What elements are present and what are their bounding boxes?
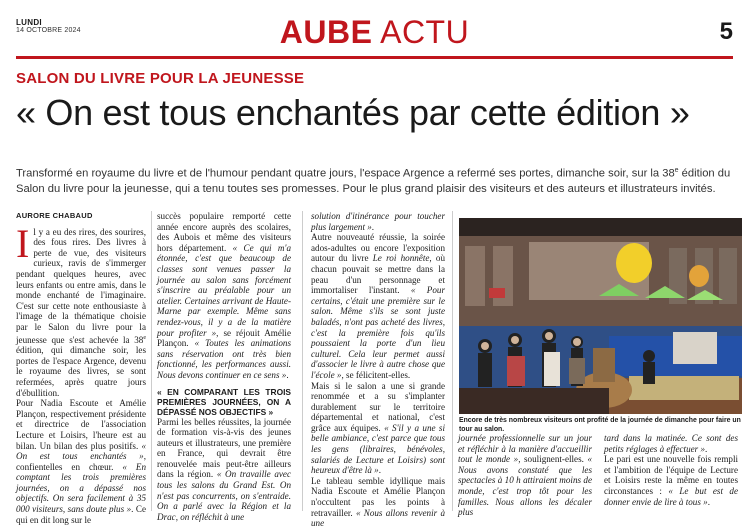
lead-text-2: édition du Salon du livre pour la jeunesse, qui a tenu toutes ses promesses. Pour le plus grand plaisir des visiteurs et des auteurs et illustrateurs invités. bbox=[16, 167, 731, 195]
issue-full-date: 14 OCTOBRE 2024 bbox=[16, 27, 81, 35]
paragraph: Le tableau semble idyllique mais Nadia Escoute et Amélie Plançon n'occultent pas les points à retravailler. « Nous allons revenir à une bbox=[311, 475, 445, 529]
article-headline: « On est tous enchantés par cette édition » bbox=[16, 92, 690, 133]
article-column-5 bbox=[604, 433, 738, 507]
salon-hall-illustration bbox=[459, 218, 742, 414]
section-title-actu: ACTU bbox=[380, 14, 470, 50]
article-column-1 bbox=[16, 211, 146, 525]
lead-sup: e bbox=[674, 167, 679, 174]
article-column-3 bbox=[311, 211, 445, 529]
paragraph: Pour Nadia Escoute et Amélie Plançon, respectivement présidente et directrice de l'association Lecture et Loisirs, l'heure est au bilan. Un bilan des plus positifs. « On est tous enchantés », confientelles en chœur. « En comptant les trois premières journées, on a dépassé nos objectifs. On sera facilement à 35 000 visiteurs, sans doute plus ». Ce qui en dit long sur le bbox=[16, 398, 146, 525]
column-divider bbox=[151, 211, 152, 511]
article-column-2 bbox=[157, 211, 291, 522]
masthead-rule bbox=[16, 56, 733, 59]
paragraph: tard dans la matinée. Ce sont des petits réglages à effectuer ». bbox=[604, 433, 738, 454]
paragraph: Autre nouveauté réussie, la soirée ados-adultes ou encore l'exposition autour du livre Le roi honnête, où chacun pouvait se mettre dans la peau d'un personnage et immortaliser l'instant. « Pour certains, c'était une première sur le salon. Même s'ils se sont juste baladés, n'ont pas acheté des livres, c'est la première fois qu'ils poussaient la porte d'un lieu culturel. Cela leur permet aussi d'associer le livre à autre chose que l'école », se félicitent-elles. bbox=[311, 232, 446, 380]
drop-cap: I bbox=[16, 220, 30, 266]
article-kicker: SALON DU LIVRE POUR LA JEUNESSE bbox=[16, 70, 305, 87]
paragraph: Parmi les belles réussites, la journée de formation vis-à-vis des jeunes auteurs et illustrateurs, une première en France, qui devrait être renouvelée mais peut-être ailleurs dans la région. « On travaille avec tous les salons du Grand Est. On n'est pas concurrents, on s'entraide. On a parlé avec la Région et la Drac, on réfléchit à une bbox=[157, 416, 292, 522]
column-divider bbox=[302, 211, 303, 511]
article-intertitle: « EN COMPARANT LES TROIS PREMIÈRES JOURNÉES, ON A DÉPASSÉ NOS OBJECTIFS » bbox=[157, 386, 291, 417]
photo-caption: Encore de très nombreux visiteurs ont profité de la journée de dimanche pour faire un tour au salon. bbox=[459, 417, 741, 433]
paragraph: succès populaire remporté cette année encore auprès des scolaires, des Aubois et même des visiteurs hors département. « Ce qui m'a étonnée, c'est que beaucoup de classes sont venues passer la journée au salon sans forcément s'inscrire au préalable pour un atelier. Certaines arrivant de Haute-Marne par exemple. Même sans rendez-vous, il y a de la matière pour profiter », se réjouit Amélie Plançon. « Toutes les animations sans réservation ont très bien fonctionné, les performances aussi. Nous devons continuer en ce sens ». bbox=[157, 211, 291, 380]
article-lead bbox=[16, 163, 738, 197]
article-author: AURORE CHABAUD bbox=[16, 211, 93, 220]
issue-day: LUNDI bbox=[16, 18, 42, 27]
page-number: 5 bbox=[719, 18, 733, 45]
article-photo bbox=[459, 218, 742, 414]
paragraph: solution d'itinérance pour toucher plus largement ». bbox=[311, 211, 445, 232]
column-divider bbox=[452, 211, 453, 511]
lead-text-1: Transformé en royaume du livre et de l'humour pendant quatre jours, l'espace Argence a refermé ses portes, dimanche soir, sur la 38 bbox=[16, 167, 675, 180]
section-title-aube: AUBE bbox=[279, 14, 373, 50]
paragraph: Il y a eu des rires, des sourires, des fous rires. Des livres à perte de vue, des visiteurs curieux, ravis de s'immerger pendant quelques heures, avec leurs enfants ou entre amis, dans le monde enchanté de l'imaginaire. C'est sur cette note enthousiaste à l'image de la thématique choisie par le Salon du livre pour la jeunesse que s'est achevée la 38e édition, qui dimanche soir, les portes de l'espace Argence, devenu le royaume des livres, se sont refermées, après quatre jours d'ébullition. bbox=[16, 220, 146, 398]
paragraph: Mais si le salon a une si grande renommée et a su s'implanter durablement sur le territoire départemental et national, c'est grâce aux équipes. « S'il y a une si belle ambiance, c'est parce que tous les gens (libraires, bénévoles, salariés de Lecture et Loisirs) sont heureux d'être là ». bbox=[311, 380, 445, 476]
article-column-4 bbox=[458, 433, 592, 518]
section-title bbox=[0, 14, 749, 50]
paragraph: Le pari est une nouvelle fois rempli et l'ambition de l'équipe de Lecture et Loisirs reste la même en toutes circonstances : « Le but est de donner envie de lire à tous ». bbox=[604, 454, 738, 507]
masthead bbox=[0, 0, 749, 58]
paragraph: journée professionnelle sur un jour et réfléchir à la manière d'accueillir tout le monde », soulignent-elles. « Nous avons constaté que les spectacles à 10 h attiraient moins de monde, c'est trop tôt pour les familles. Nous allons les décaler plus bbox=[458, 433, 592, 518]
